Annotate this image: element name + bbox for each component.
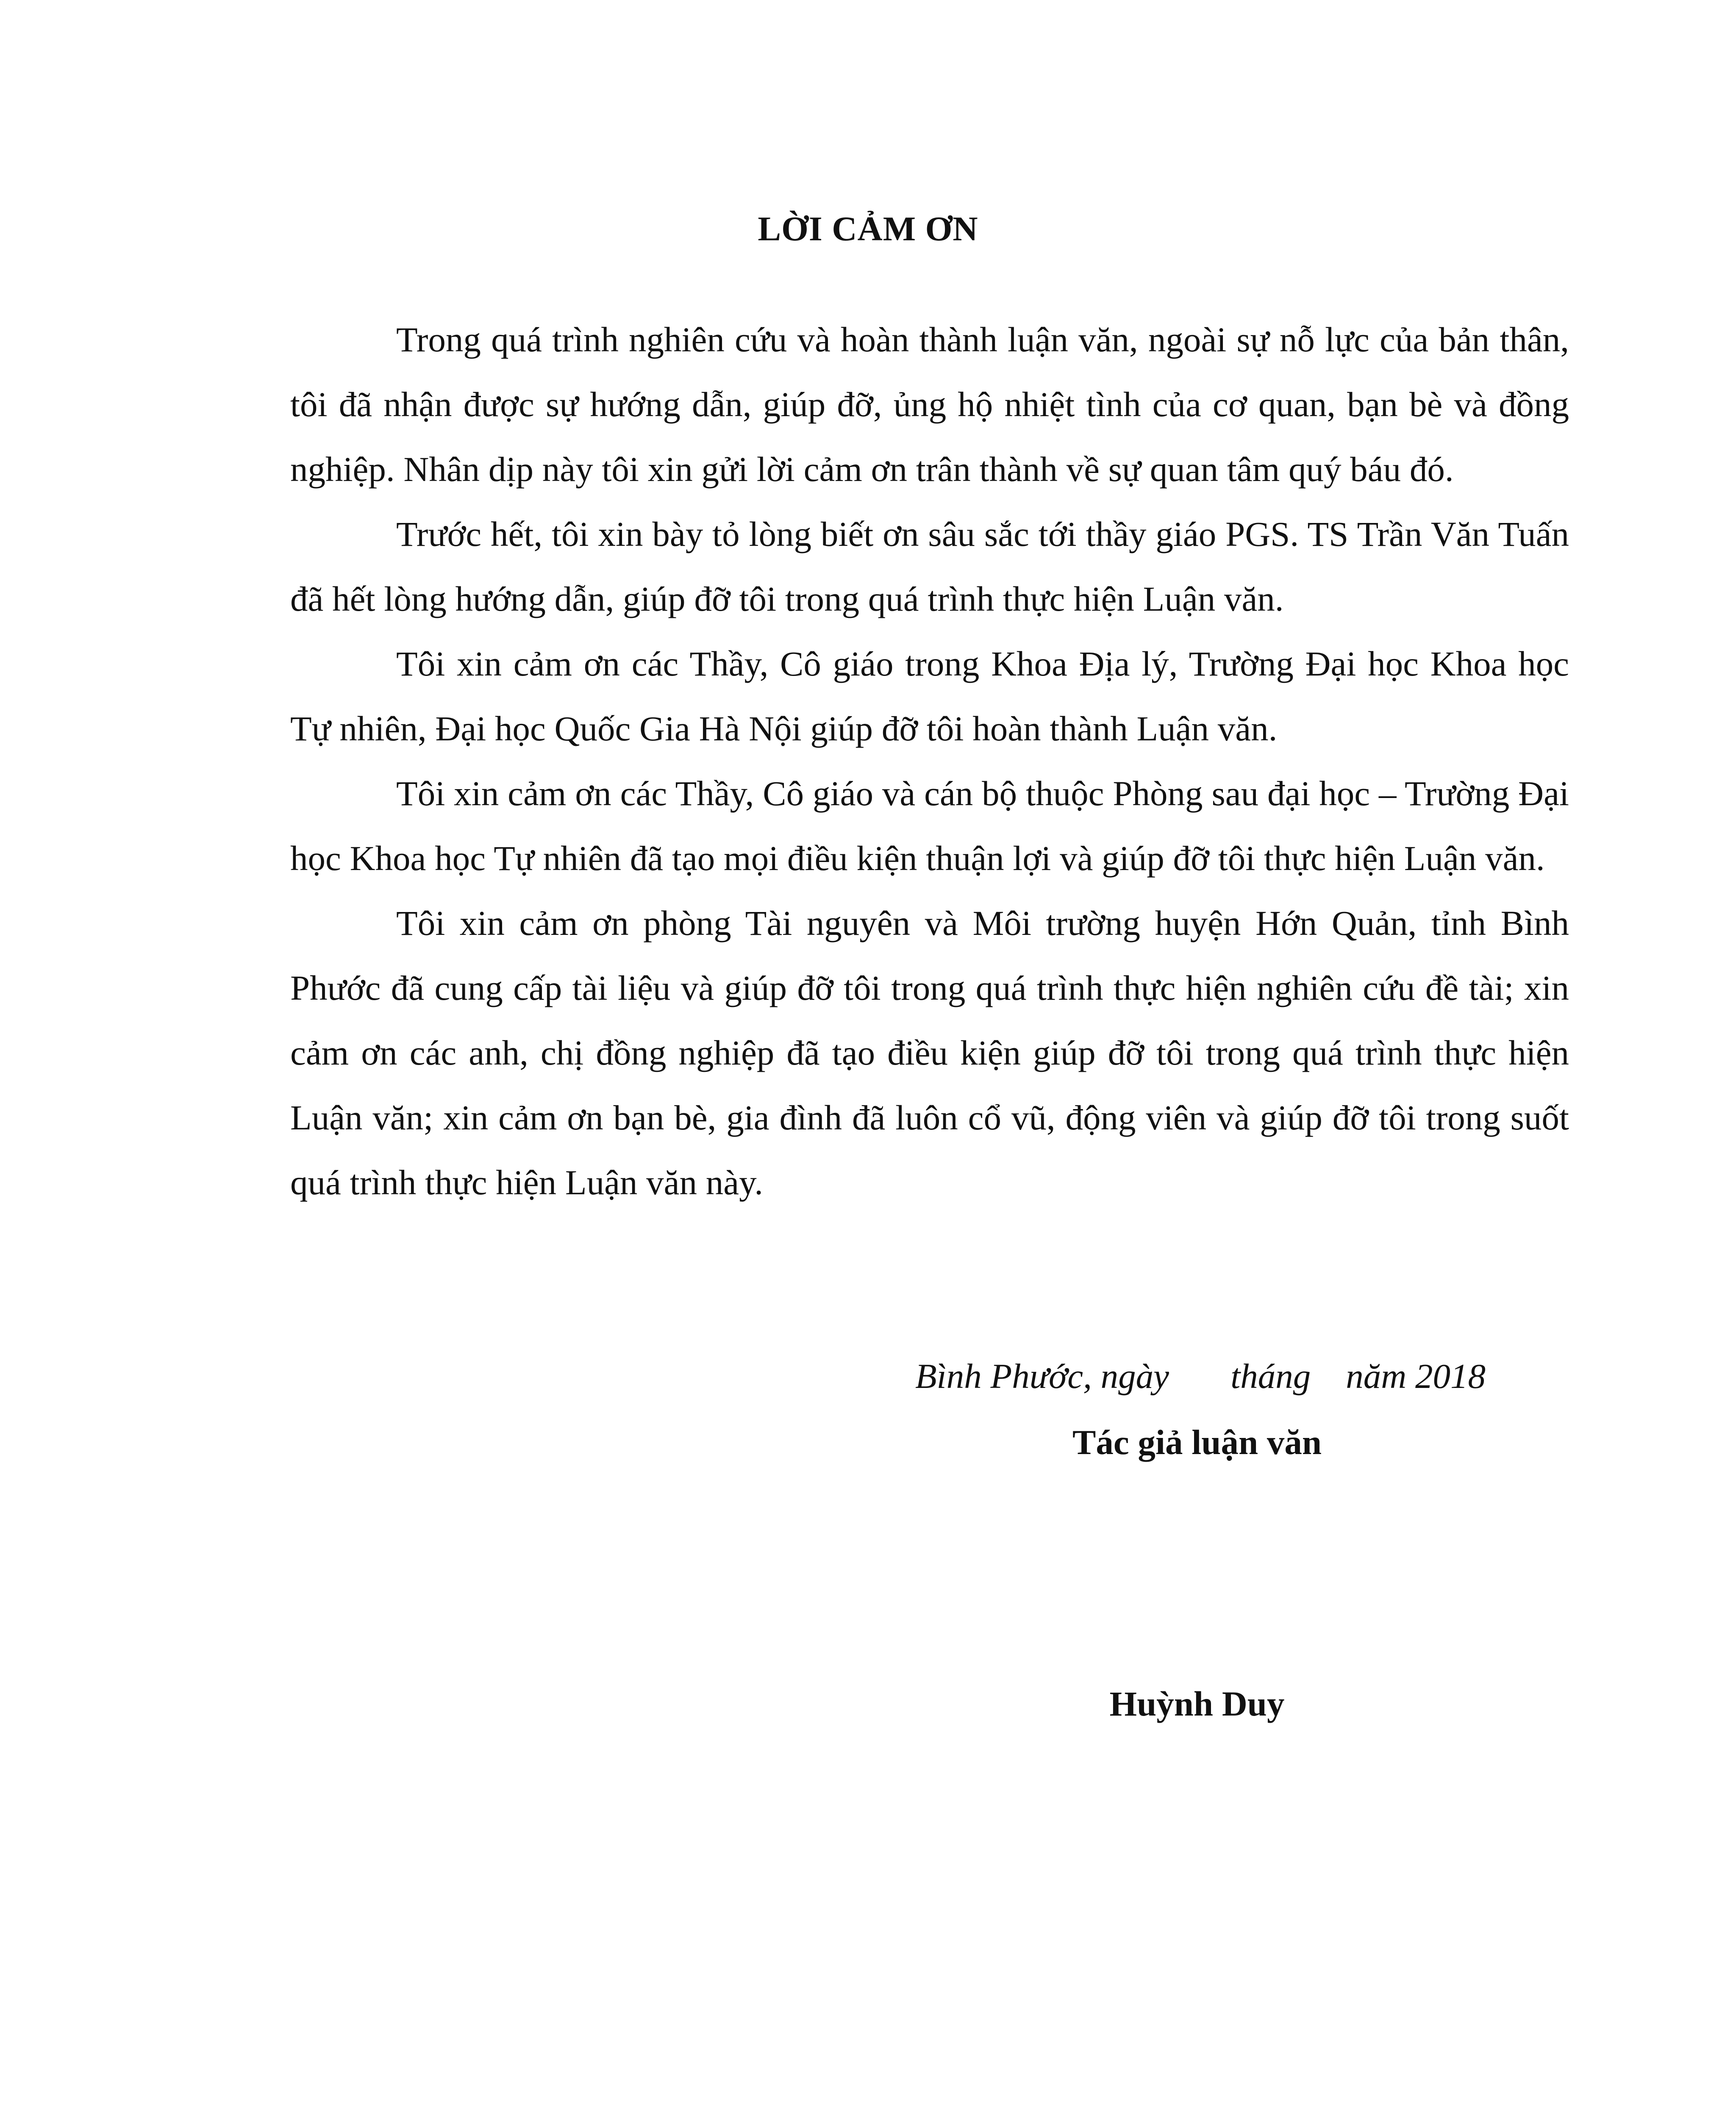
page-title: LỜI CẢM ƠN (758, 209, 978, 248)
acknowledgement-body (290, 307, 1569, 1215)
author-label: Tác giả luận văn (1072, 1423, 1322, 1462)
paragraph-1: Trong quá trình nghiên cứu và hoàn thành luận văn, ngoài sự nỗ lực của bản thân, tôi đã nhận được sự hướng dẫn, giúp đỡ, ủng hộ nhiệt tình của cơ quan, bạn bè và đồng nghiệp. Nhân dịp này tôi xin gửi lời cảm ơn trân thành về sự quan tâm quý báu đó. (290, 320, 1569, 489)
author-name: Huỳnh Duy (1109, 1684, 1285, 1723)
paragraph-5: Tôi xin cảm ơn phòng Tài nguyên và Môi trường huyện Hớn Quản, tỉnh Bình Phước đã cung cấp tài liệu và giúp đỡ tôi trong quá trình thực hiện nghiên cứu đề tài; xin cảm ơn các anh, chị đồng nghiệp đã tạo điều kiện giúp đỡ tôi trong quá trình thực hiện Luận văn; xin cảm ơn bạn bè, gia đình đã luôn cổ vũ, động viên và giúp đỡ tôi trong suốt quá trình thực hiện Luận văn này. (290, 904, 1569, 1202)
paragraph-2: Trước hết, tôi xin bày tỏ lòng biết ơn sâu sắc tới thầy giáo PGS. TS Trần Văn Tuấn đã hết lòng hướng dẫn, giúp đỡ tôi trong quá trình thực hiện Luận văn. (290, 514, 1569, 618)
paragraph-4: Tôi xin cảm ơn các Thầy, Cô giáo và cán bộ thuộc Phòng sau đại học – Trường Đại học Khoa học Tự nhiên đã tạo mọi điều kiện thuận lợi và giúp đỡ tôi thực hiện Luận văn. (290, 774, 1569, 878)
dateline: Bình Phước, ngày tháng năm 2018 (915, 1357, 1486, 1396)
paragraph-3: Tôi xin cảm ơn các Thầy, Cô giáo trong Khoa Địa lý, Trường Đại học Khoa học Tự nhiên, Đại học Quốc Gia Hà Nội giúp đỡ tôi hoàn thành Luận văn. (290, 644, 1569, 748)
